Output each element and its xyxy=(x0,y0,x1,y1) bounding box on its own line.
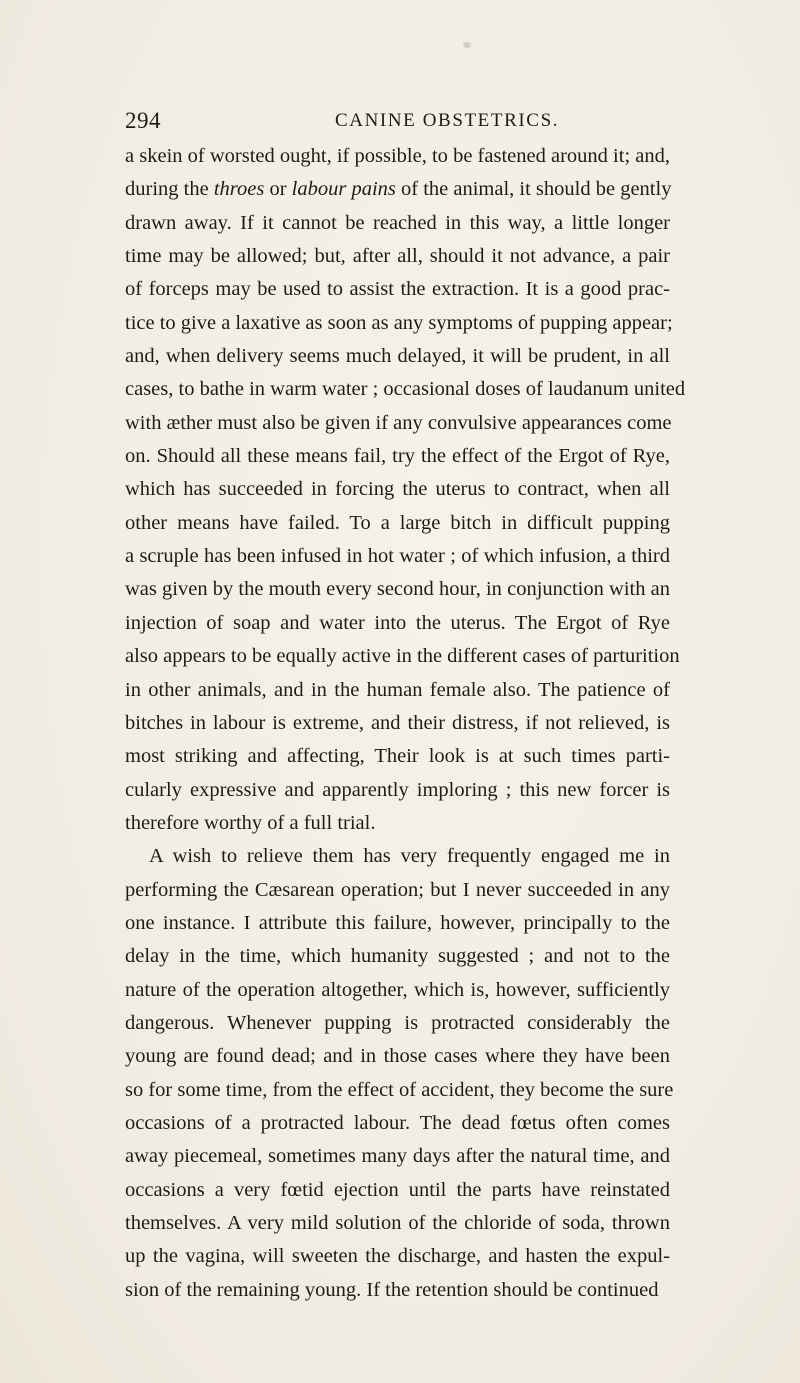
text-line xyxy=(125,807,670,840)
text-line xyxy=(125,1007,670,1040)
text-line xyxy=(125,1174,670,1207)
text-segment: up the vagina, will sweeten the discharge, and hasten the expul- xyxy=(125,1245,670,1268)
text-line xyxy=(125,1040,670,1073)
text-line xyxy=(125,140,670,173)
text-line xyxy=(125,1207,670,1240)
text-line xyxy=(125,907,670,940)
text-line xyxy=(125,840,670,873)
text-segment: themselves. A very mild solution of the chloride of soda, thrown xyxy=(125,1212,670,1234)
text-segment: cularly expressive and apparently imploring ; this new forcer is xyxy=(125,778,670,801)
text-segment: delay in the time, which humanity suggested ; and not to the xyxy=(125,945,670,968)
text-segment: dangerous. Whenever pupping is protracted considerably the xyxy=(125,1011,670,1034)
text-segment: time may be allowed; but, after all, should it not advance, a pair xyxy=(125,245,670,268)
text-segment: cases, to bathe in warm water ; occasional doses of laudanum united xyxy=(125,378,686,401)
body-text xyxy=(125,140,686,1307)
text-line xyxy=(125,940,670,973)
text-segment: a scruple has been infused in hot water ; of which infusion, a third xyxy=(125,545,670,568)
text-segment: in other animals, and in the human female also. The patience of xyxy=(125,678,670,701)
text-line xyxy=(125,1140,670,1173)
text-segment: most striking and affecting, Their look is at such times parti- xyxy=(125,745,670,768)
page-number: 294 xyxy=(125,108,161,133)
text-segment: and, when delivery seems much delayed, it will be prudent, in all xyxy=(125,345,670,368)
text-segment: a skein of worsted ought, if possible, to be fastened around it; and, xyxy=(125,145,670,167)
text-segment: young are found dead; and in those cases where they have been xyxy=(125,1045,670,1068)
text-segment: therefore worthy of a full trial. xyxy=(125,811,376,834)
text-line xyxy=(125,1274,670,1307)
text-line xyxy=(125,707,670,740)
text-line xyxy=(125,240,670,273)
text-segment: with æther must also be given if any convulsive appearances come xyxy=(125,411,672,434)
text-line xyxy=(125,674,670,707)
text-line xyxy=(125,607,670,640)
text-segment: or xyxy=(264,178,292,201)
text-segment: performing the Cæsarean operation; but I never succeeded in any xyxy=(125,878,670,901)
text-line xyxy=(125,340,670,373)
text-line xyxy=(125,1074,674,1107)
text-segment: A wish to relieve them has very frequently engaged me in xyxy=(149,845,670,868)
text-segment: was given by the mouth every second hour, in conjunction with an xyxy=(125,578,670,601)
text-line xyxy=(125,740,670,773)
text-line xyxy=(125,640,680,673)
text-segment: other means have failed. To a large bitch in difficult pupping xyxy=(125,511,670,534)
text-line xyxy=(125,573,670,606)
text-segment: occasions a very fœtid ejection until the parts have reinstated xyxy=(125,1178,670,1201)
text-segment: injection of soap and water into the uterus. The Ergot of Rye xyxy=(125,611,670,634)
text-segment: drawn away. If it cannot be reached in this way, a little longer xyxy=(125,211,670,234)
text-segment: also appears to be equally active in the different cases of parturition xyxy=(125,645,680,668)
text-segment: which has succeeded in forcing the uterus to contract, when all xyxy=(125,478,670,501)
text-line xyxy=(125,540,670,573)
text-segment: nature of the operation altogether, which is, however, sufficiently xyxy=(125,978,670,1001)
text-line xyxy=(125,273,670,306)
ink-smudge xyxy=(463,42,471,48)
text-line xyxy=(125,207,670,240)
text-line xyxy=(125,373,686,406)
text-segment: one instance. I attribute this failure, however, principally to the xyxy=(125,911,670,934)
text-segment: of forceps may be used to assist the extraction. It is a good prac- xyxy=(125,278,670,301)
text-segment: occasions of a protracted labour. The dead fœtus often comes xyxy=(125,1111,670,1134)
text-segment: sion of the remaining young. If the retention should be continued xyxy=(125,1278,659,1301)
italic-term: labour pains xyxy=(291,178,396,201)
italic-term: throes xyxy=(213,178,265,201)
text-segment: of the animal, it should be gently xyxy=(395,178,672,201)
text-line xyxy=(125,407,670,440)
text-line xyxy=(125,774,670,807)
text-segment: bitches in labour is extreme, and their distress, if not relieved, is xyxy=(125,711,670,734)
text-line xyxy=(125,974,670,1007)
running-title: CANINE OBSTETRICS. xyxy=(335,110,560,131)
text-segment: during the xyxy=(125,178,214,201)
running-head xyxy=(125,108,670,138)
text-line xyxy=(125,1107,670,1140)
text-segment: away piecemeal, sometimes many days after the natural time, and xyxy=(125,1145,670,1168)
text-segment: so for some time, from the effect of accident, they become the sure xyxy=(125,1078,674,1101)
text-line xyxy=(125,473,670,506)
text-line xyxy=(125,874,670,907)
text-line xyxy=(125,307,673,340)
text-line xyxy=(125,1240,670,1273)
text-line xyxy=(125,440,670,473)
text-line xyxy=(125,173,670,206)
text-line xyxy=(125,507,670,540)
text-segment: on. Should all these means fail, try the effect of the Ergot of Rye, xyxy=(125,445,670,468)
text-segment: tice to give a laxative as soon as any symptoms of pupping appear; xyxy=(125,311,673,334)
